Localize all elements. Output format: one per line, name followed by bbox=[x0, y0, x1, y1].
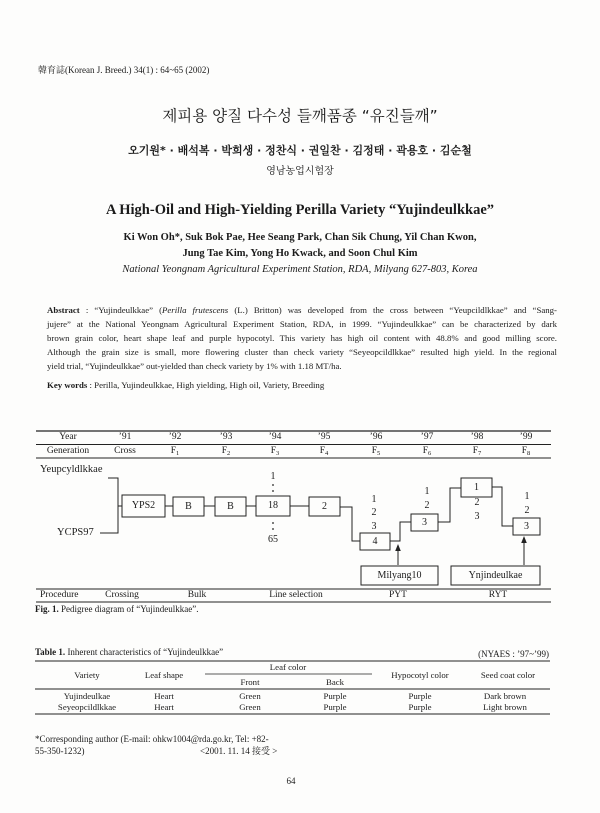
f8-line-number: 2 bbox=[524, 505, 530, 516]
keywords bbox=[47, 381, 324, 390]
generation-subscript: 3 bbox=[276, 449, 280, 457]
procedure-step: Bulk bbox=[187, 590, 207, 600]
generation-cell bbox=[171, 447, 180, 457]
pyt-line-name: Milyang10 bbox=[377, 569, 422, 581]
procedure-step: RYT bbox=[488, 590, 508, 600]
ellipsis-dot bbox=[272, 484, 274, 486]
table-header-front: Front bbox=[240, 676, 260, 687]
table-caption-text: Inherent characteristics of “Yujindeulkkae” bbox=[65, 647, 224, 657]
table-header-hypocotyl-color: Hypocotyl color bbox=[391, 669, 449, 680]
page-number: 64 bbox=[286, 775, 296, 786]
procedure-step: PYT bbox=[389, 590, 407, 600]
generation-letter: F bbox=[521, 445, 528, 456]
generation-cell bbox=[372, 447, 381, 457]
year-label: Year bbox=[59, 432, 77, 442]
f5-line-number: 3 bbox=[371, 521, 377, 532]
box-f1-label: B bbox=[185, 500, 192, 512]
abstract-label: Abstract bbox=[47, 305, 80, 315]
ellipsis-dot bbox=[272, 490, 274, 492]
generation-subscript: 7 bbox=[478, 449, 482, 457]
korean-title: 제피용 양질 다수성 들깨품종 “유진들깨” bbox=[162, 107, 438, 125]
table-cell-seed-coat: Dark brown bbox=[483, 690, 527, 701]
ellipsis-dot bbox=[272, 522, 274, 524]
f3-first-line: 1 bbox=[270, 471, 276, 482]
table-caption-label: Table 1. bbox=[35, 647, 66, 657]
ryt-line-name: Ynjindeulkae bbox=[468, 569, 523, 581]
year-cell: ’95 bbox=[317, 432, 331, 442]
procedure-label: Procedure bbox=[40, 590, 79, 600]
arrow-up-icon bbox=[395, 544, 401, 551]
generation-cell bbox=[522, 447, 531, 457]
abstract-line bbox=[47, 303, 557, 317]
abstract-text: : “Yujindeulkkae” ( bbox=[79, 305, 163, 315]
keywords-label: Key words bbox=[47, 380, 88, 390]
english-authors-line: Ki Won Oh*, Suk Bok Pae, Hee Seang Park, Chan Sik Chung, Yil Chan Kwon, bbox=[123, 232, 477, 243]
corresponding-author-note: 55-350-1232) bbox=[35, 745, 85, 756]
generation-cell bbox=[222, 447, 231, 457]
arrow-up-icon bbox=[521, 536, 527, 543]
connector-line bbox=[340, 507, 360, 541]
english-authors-line: Jung Tae Kim, Yong Ho Kwack, and Soon Chul Kim bbox=[182, 248, 418, 259]
table-header-leaf-shape: Leaf shape bbox=[144, 669, 184, 680]
keywords-text: : Perilla, Yujindeulkkae, High yielding, High oil, Variety, Breeding bbox=[87, 380, 325, 390]
generation-letter: F bbox=[170, 445, 177, 456]
table-cell-leaf-back: Purple bbox=[323, 701, 347, 712]
figure-caption-text: Pedigree diagram of “Yujindeulkkae”. bbox=[58, 604, 199, 614]
table-cell-variety: Yujindeulkae bbox=[63, 690, 111, 701]
table-source-note: (NYAES : ’97~’99) bbox=[478, 649, 549, 659]
year-cell: ’92 bbox=[168, 432, 182, 442]
table-cell-leaf-shape: Heart bbox=[154, 690, 174, 701]
procedure-step: Crossing bbox=[105, 590, 139, 600]
generation-cell bbox=[423, 447, 432, 457]
f5-line-number: 1 bbox=[371, 494, 377, 505]
year-cell: ’91 bbox=[118, 432, 132, 442]
generation-subscript: 2 bbox=[227, 449, 231, 457]
english-title: A High-Oil and High-Yielding Perilla Variety “Yujindeulkkae” bbox=[105, 202, 495, 218]
figure-caption bbox=[35, 605, 198, 614]
cross-bracket bbox=[100, 478, 122, 533]
table-cell-variety: Seyeopcildlkkae bbox=[57, 701, 117, 712]
generation-subscript: 4 bbox=[325, 449, 329, 457]
generation-label: Generation bbox=[46, 445, 90, 456]
corresponding-author-note: *Corresponding author (E-mail: ohkw1004@rda.go.kr, Tel: +82- bbox=[35, 733, 269, 744]
procedure-step: Line selection bbox=[269, 590, 323, 600]
generation-subscript: 8 bbox=[527, 449, 531, 457]
generation-subscript: 6 bbox=[428, 449, 432, 457]
generation-letter: F bbox=[221, 445, 228, 456]
korean-affiliation: 영남농업시험장 bbox=[266, 166, 334, 177]
year-cell: ’94 bbox=[268, 432, 282, 442]
f7-line-number: 2 bbox=[474, 497, 480, 508]
table-cell-leaf-shape: Heart bbox=[154, 701, 174, 712]
generation-subscript: 5 bbox=[377, 449, 381, 457]
english-affiliation: National Yeongnam Agricultural Experiment Station, RDA, Milyang 627-803, Korea bbox=[122, 264, 478, 275]
generation-letter: F bbox=[422, 445, 429, 456]
year-cell: ’98 bbox=[470, 432, 484, 442]
table-cell-leaf-back: Purple bbox=[323, 690, 347, 701]
generation-letter: F bbox=[371, 445, 378, 456]
f3-last-line: 65 bbox=[268, 534, 278, 545]
box-f6-label: 3 bbox=[422, 516, 427, 528]
generation-cell bbox=[473, 447, 482, 457]
table-header-seed-coat-color: Seed coat color bbox=[480, 669, 536, 680]
connector-line bbox=[492, 487, 513, 526]
table-cell-hypocotyl: Purple bbox=[408, 701, 432, 712]
box-f4-label: 2 bbox=[322, 500, 327, 512]
received-date: <2001. 11. 14 接受 > bbox=[200, 745, 278, 756]
year-cell: ’96 bbox=[369, 432, 383, 442]
generation-subscript: 1 bbox=[176, 449, 180, 457]
connector-line bbox=[438, 488, 461, 522]
table-header-leaf-color: Leaf color bbox=[269, 662, 307, 672]
generation-letter: F bbox=[472, 445, 479, 456]
year-cell: ’93 bbox=[219, 432, 233, 442]
ellipsis-dot bbox=[272, 528, 274, 530]
f6-line-number: 2 bbox=[424, 500, 430, 511]
abstract-line: Although the grain size is small, more flowering cluster than check variety “Seyeopcildlkkae” resulted high yield. In the regional bbox=[47, 347, 557, 357]
abstract-line: jujere” at the National Yeongnam Agricultural Experiment Station, RDA, in 1999. “Yujindeulkkae” can be characterized by dark bbox=[47, 319, 557, 329]
table-caption bbox=[35, 648, 223, 657]
f7-line-number: 3 bbox=[474, 511, 480, 522]
f5-line-number: 2 bbox=[371, 507, 377, 518]
generation-letter: F bbox=[319, 445, 326, 456]
box-cross-label: YPS2 bbox=[131, 500, 156, 511]
abstract bbox=[47, 303, 557, 373]
figure-caption-label: Fig. 1. bbox=[35, 604, 59, 614]
table-cell-leaf-front: Green bbox=[239, 690, 261, 701]
f6-line-number: 1 bbox=[424, 486, 430, 497]
table-cell-leaf-front: Green bbox=[239, 701, 261, 712]
year-cell: ’99 bbox=[519, 432, 533, 442]
box-f7-label: 1 bbox=[474, 481, 479, 493]
box-f5-label: 4 bbox=[372, 535, 378, 547]
generation-letter: F bbox=[270, 445, 277, 456]
connector-line bbox=[390, 522, 411, 541]
korean-authors: 오기원* · 배석복 · 박희생 · 정찬식 · 권일찬 · 김정태 · 곽용호 · 김순철 bbox=[128, 144, 472, 157]
abstract-line: brown grain color, heart shape leaf and purple hypocotyl. This variety has high oil content with 48.8% and good milling score. bbox=[47, 333, 557, 343]
abstract-text: (L.) Britton) was developed from the cross between “Yeupcildlkkae” and “Sang- bbox=[228, 305, 557, 315]
table-header-variety: Variety bbox=[74, 669, 100, 680]
box-f3-label: 18 bbox=[268, 500, 278, 511]
generation-cell bbox=[320, 447, 329, 457]
parent-female: Yeupcyldlkkae bbox=[40, 464, 103, 475]
f8-line-number: 1 bbox=[524, 491, 530, 502]
table-header-back: Back bbox=[325, 676, 345, 687]
journal-citation: 韓育誌(Korean J. Breed.) 34(1) : 64~65 (2002) bbox=[38, 65, 210, 75]
table-cell-hypocotyl: Purple bbox=[408, 690, 432, 701]
box-f2-label: B bbox=[227, 500, 234, 512]
box-f8-label: 3 bbox=[524, 520, 529, 532]
parent-male: YCPS97 bbox=[57, 527, 94, 538]
species-name: Perilla frutescens bbox=[162, 305, 229, 315]
abstract-line: yield trial, “Yujindeulkkae” out-yielded than check variety by 1% with 1.18 MT/ha. bbox=[47, 361, 342, 371]
generation-cell: Cross bbox=[114, 445, 136, 456]
generation-cell bbox=[271, 447, 280, 457]
year-cell: ’97 bbox=[420, 432, 434, 442]
table-cell-seed-coat: Light brown bbox=[483, 701, 527, 712]
